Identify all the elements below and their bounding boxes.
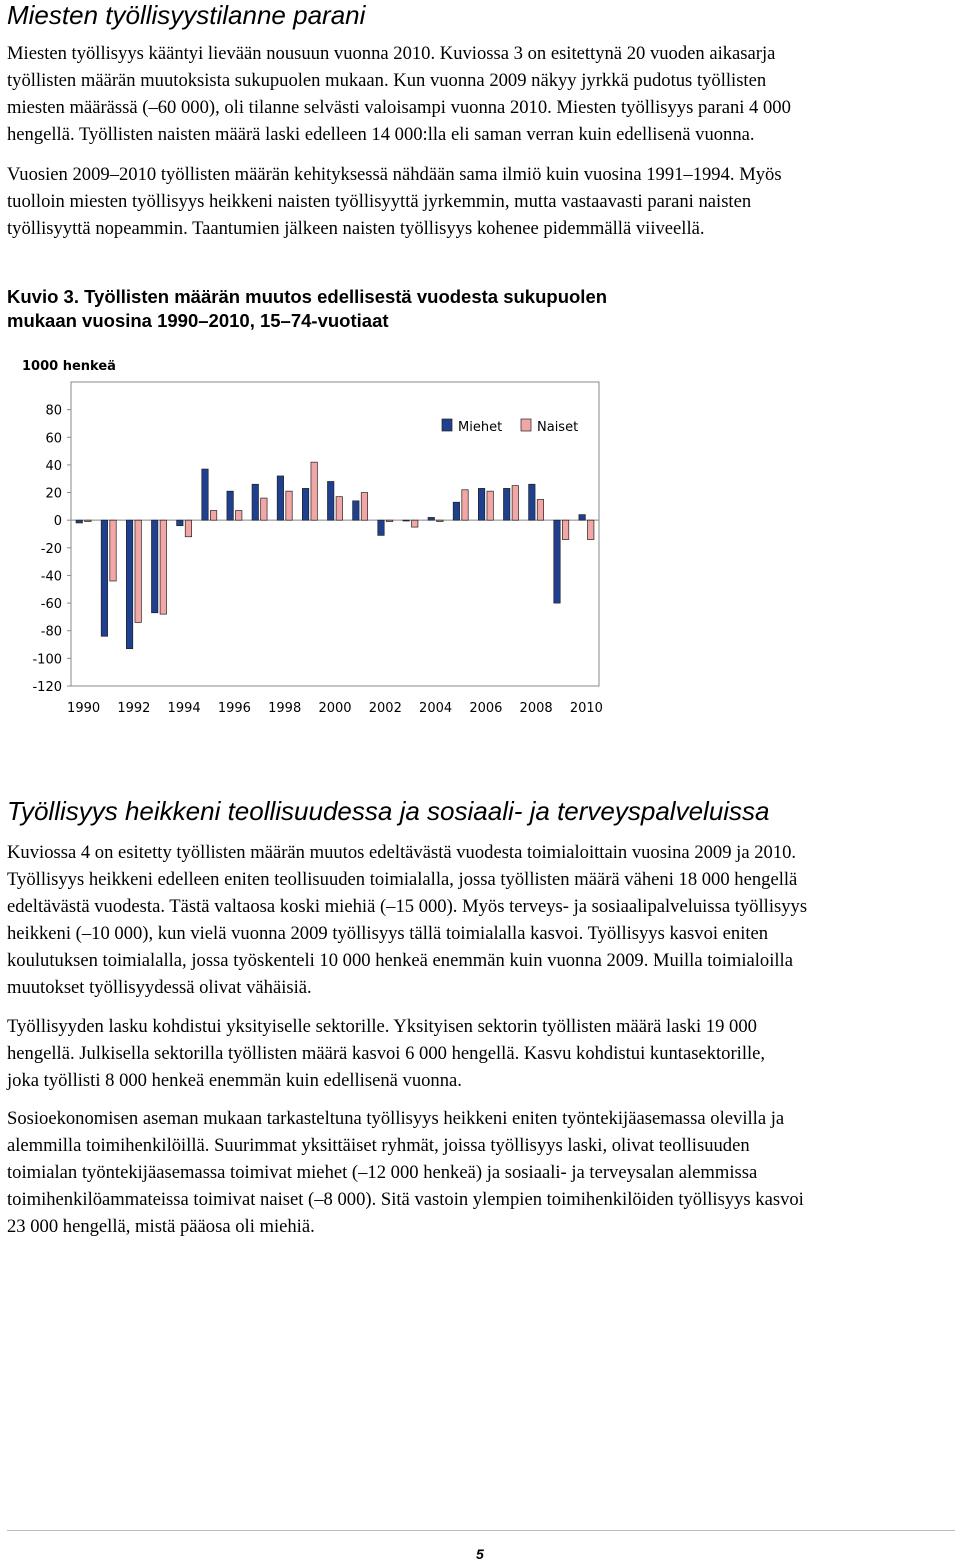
bar-miehet-2007 [504, 488, 510, 520]
plot-frame [71, 382, 599, 686]
legend-label-miehet: Miehet [458, 420, 503, 435]
bar-naiset-2000 [336, 497, 342, 520]
bar-naiset-2008 [537, 499, 543, 520]
bar-miehet-2003 [403, 520, 409, 521]
x-tick-label: 2008 [519, 701, 553, 716]
paragraph-socioeconomic [7, 1105, 955, 1240]
section-heading-men-employment: Miesten työllisyystilanne parani [7, 0, 366, 30]
bar-miehet-2000 [328, 481, 334, 520]
text-line: Miesten työllisyys kääntyi lievään nousuun vuonna 2010. Kuviossa 3 on esitettynä 20 vuoden aikasarja [7, 43, 776, 64]
x-tick-label: 1996 [217, 701, 251, 716]
bar-naiset-2006 [487, 491, 493, 520]
bar-naiset-2007 [512, 486, 518, 521]
paragraph-men-employment-2 [7, 161, 955, 242]
y-tick-label: -80 [40, 624, 62, 640]
text-line: alemmilla toimihenkilöillä. Suurimmat yksittäiset ryhmät, joissa työllisyys laski, olivat teollisuuden [7, 1135, 750, 1156]
y-tick-label: -40 [40, 569, 62, 585]
text-line: työllisyyttä nopeammin. Taantumien jälkeen naisten työllisyys kohenee pidemmällä viiveellä. [7, 218, 705, 239]
text-line: joka työllisti 8 000 henkeä enemmän kuin edellisenä vuonna. [7, 1070, 462, 1091]
bar-miehet-1997 [252, 484, 258, 520]
x-tick-label: 2000 [318, 701, 352, 716]
x-tick-label: 1992 [117, 701, 151, 716]
bar-miehet-2004 [428, 517, 434, 520]
text-line: 23 000 hengellä, mistä pääosa oli miehiä. [7, 1216, 315, 1237]
paragraph-men-employment-1 [7, 40, 955, 148]
x-tick-label: 2010 [569, 701, 603, 716]
bar-naiset-1995 [210, 511, 216, 521]
x-tick-label: 1990 [67, 701, 101, 716]
bar-naiset-2003 [412, 520, 418, 527]
legend-swatch-miehet [442, 419, 452, 431]
x-tick-label: 2004 [419, 701, 453, 716]
y-tick-label: 40 [45, 458, 62, 474]
x-tick-label: 1994 [167, 701, 201, 716]
bar-naiset-2005 [462, 490, 468, 520]
bar-naiset-2009 [562, 520, 568, 539]
bar-miehet-2001 [353, 501, 359, 520]
text-line: Työllisyyden lasku kohdistui yksityiselle sektorille. Yksityisen sektorin työllisten määrä laski 19 000 [7, 1016, 757, 1037]
bar-miehet-1993 [152, 520, 158, 613]
bar-miehet-1992 [126, 520, 132, 649]
bar-miehet-1995 [202, 469, 208, 520]
y-tick-label: 60 [45, 431, 62, 447]
x-tick-label: 2002 [368, 701, 402, 716]
y-axis-label: 1000 henkeä [22, 359, 116, 374]
text-line: Työllisyys heikkeni edelleen eniten teollisuuden toimialalla, jossa työllisten määrä väheni 18 000 hengellä [7, 869, 798, 890]
text-line: Kuviossa 4 on esitetty työllisten määrän muutos edeltävästä vuodesta toimialoittain vuosina 2009 ja 2010. [7, 842, 797, 863]
bar-naiset-2004 [437, 520, 443, 521]
y-tick-label: -20 [40, 541, 62, 557]
bar-naiset-1990 [85, 520, 91, 521]
bar-miehet-1994 [177, 520, 183, 526]
text-line: koulutuksen toimialalla, jossa työskenteli 10 000 henkeä enemmän kuin vuonna 2009. Muilla toimialoilla [7, 950, 793, 971]
paragraph-industry-1 [7, 839, 955, 1001]
text-line: heikkeni (–10 000), kun vielä vuonna 2009 työllisyys tällä toimialalla kasvoi. Työllisyys kasvoi eniten [7, 923, 769, 944]
x-tick-label: 1998 [268, 701, 302, 716]
bar-naiset-1991 [110, 520, 116, 581]
bar-miehet-2008 [529, 484, 535, 520]
paragraph-sector [7, 1013, 955, 1094]
bar-naiset-1997 [261, 498, 267, 520]
bar-miehet-2005 [453, 502, 459, 520]
employment-change-bar-chart [18, 352, 610, 724]
bar-miehet-1996 [227, 491, 233, 520]
page-number: 5 [476, 1546, 484, 1562]
text-line: Vuosien 2009–2010 työllisten määrän kehityksessä nähdään sama ilmiö kuin vuosina 1991–1994. Myös [7, 164, 782, 185]
bar-miehet-2006 [478, 488, 484, 520]
text-line: tuolloin miesten työllisyys heikkeni naisten työllisyyttä jyrkemmin, mutta vastaavasti parani naisten [7, 191, 752, 212]
text-line: muutokset työllisyydessä olivat vähäisiä. [7, 977, 312, 998]
text-line: toimihenkilöammateissa toimivat naiset (–8 000). Sitä vastoin ylempien toimihenkilöiden työllisyys kasvoi [7, 1189, 804, 1210]
legend-label-naiset: Naiset [537, 420, 579, 435]
x-tick-label: 2006 [469, 701, 503, 716]
bar-miehet-2010 [579, 515, 585, 521]
legend-swatch-naiset [521, 419, 531, 431]
bar-naiset-2010 [588, 520, 594, 539]
bar-miehet-2002 [378, 520, 384, 535]
bar-naiset-2001 [361, 493, 367, 521]
text-line: miesten määrässä (–60 000), oli tilanne selvästi valoisampi vuonna 2010. Miesten työllisyys parani 4 000 [7, 97, 791, 118]
bar-naiset-1994 [185, 520, 191, 537]
figure-title [7, 285, 607, 333]
bar-naiset-1993 [160, 520, 166, 614]
bar-miehet-1990 [76, 520, 82, 523]
y-tick-label: 0 [53, 514, 62, 530]
y-tick-label: -100 [32, 652, 62, 668]
text-line: toimialan työntekijäasemassa toimivat miehet (–12 000 henkeä) ja sosiaali- ja terveysalan alemmissa [7, 1162, 758, 1183]
bar-miehet-2009 [554, 520, 560, 603]
figure-title-line: mukaan vuosina 1990–2010, 15–74-vuotiaat [7, 310, 389, 331]
text-line: hengellä. Työllisten naisten määrä laski edelleen 14 000:lla eli saman verran kuin edellisenä vuonna. [7, 124, 755, 145]
bar-naiset-1999 [311, 462, 317, 520]
y-tick-label: -120 [32, 680, 62, 695]
text-line: edeltävästä vuodesta. Tästä valtaosa koski miehiä (–15 000). Myös terveys- ja sosiaalipalveluissa työllisyys [7, 896, 808, 917]
section-heading-industry-employment: Työllisyys heikkeni teollisuudessa ja sosiaali- ja terveyspalveluissa [7, 796, 770, 826]
y-tick-label: -60 [40, 597, 62, 613]
footer-divider [7, 1530, 955, 1531]
bar-miehet-1998 [277, 476, 283, 520]
bar-naiset-1996 [236, 511, 242, 521]
bar-miehet-1999 [302, 488, 308, 520]
y-tick-label: 20 [45, 486, 62, 502]
bar-naiset-1992 [135, 520, 141, 622]
text-line: työllisten määrän muutoksista sukupuolen mukaan. Kun vuonna 2009 näkyy jyrkkä pudotus työllisten [7, 70, 767, 91]
bar-miehet-1991 [101, 520, 107, 636]
bar-naiset-2002 [386, 520, 392, 521]
text-line: hengellä. Julkisella sektorilla työllisten määrä kasvoi 6 000 hengellä. Kasvu kohdistui kuntasektorille, [7, 1043, 766, 1064]
y-tick-label: 80 [45, 403, 62, 419]
bar-naiset-1998 [286, 491, 292, 520]
figure-title-line: Kuvio 3. Työllisten määrän muutos edellisestä vuodesta sukupuolen [7, 286, 608, 307]
text-line: Sosioekonomisen aseman mukaan tarkasteltuna työllisyys heikkeni eniten työntekijäasemassa olevilla ja [7, 1108, 785, 1129]
